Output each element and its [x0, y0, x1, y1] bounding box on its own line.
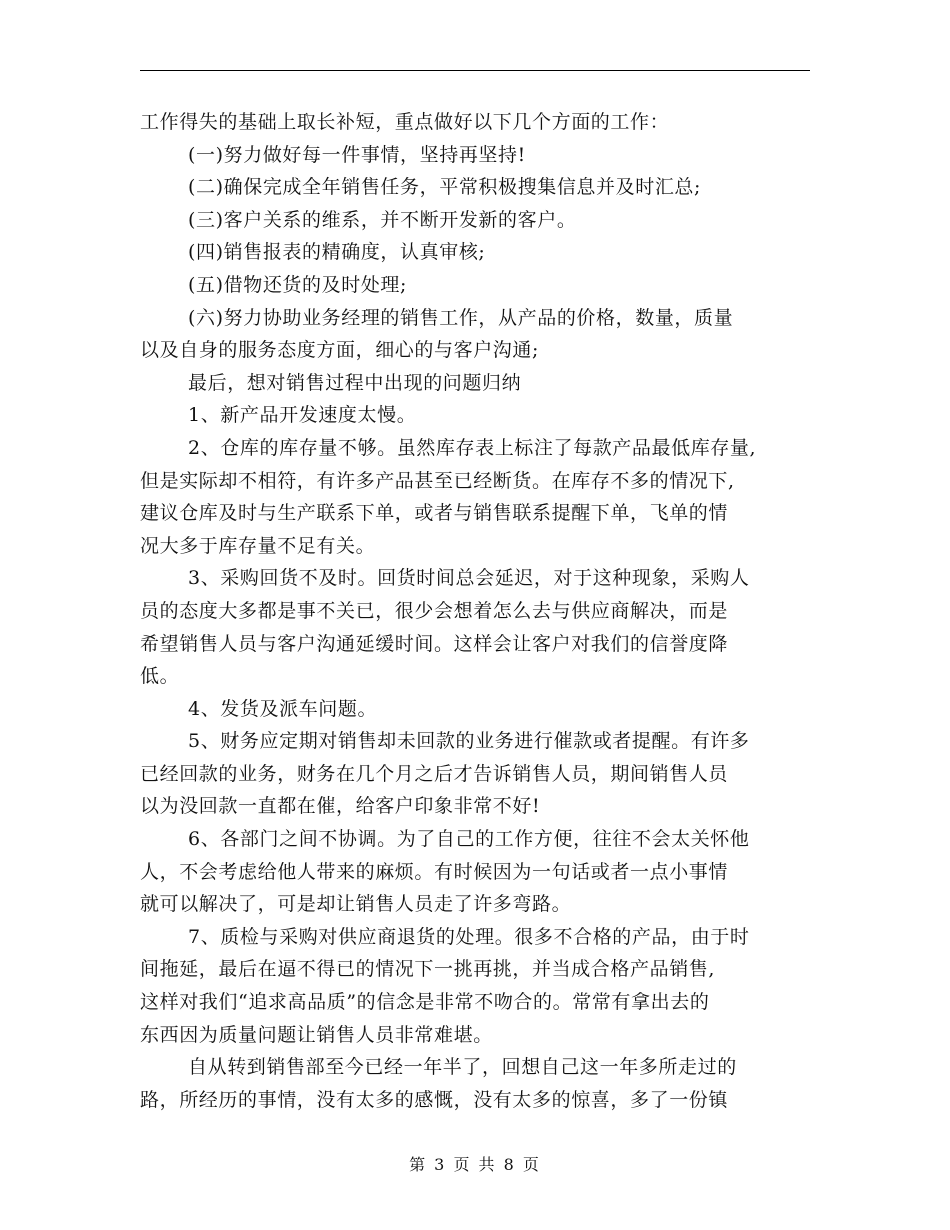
text-line: (六)努力协助业务经理的销售工作，从产品的价格，数量，质量 [188, 306, 734, 329]
text-line: 自从转到销售部至今已经一年半了，回想自己这一年多所走过的 [188, 1056, 737, 1079]
text-line: 3、采购回货不及时。回货时间总会延迟，对于这种现象，采购人 [188, 567, 750, 590]
text-line: 最后，想对销售过程中出现的问题归纳 [188, 371, 522, 394]
page-number-footer: 第 3 页 共 8 页 [409, 1155, 541, 1174]
text-line: 5、财务应定期对销售却未回款的业务进行催款或者提醒。有许多 [188, 730, 750, 753]
text-line: 况大多于库存量不足有关。 [140, 534, 376, 557]
text-line: 1、新产品开发速度太慢。 [188, 404, 417, 427]
text-line: 人，不会考虑给他人带来的麻烦。有时候因为一句话或者一点小事情 [140, 860, 729, 883]
text-line: 但是实际却不相符，有许多产品甚至已经断货。在库存不多的情况下, [140, 469, 735, 492]
header-rule [140, 70, 810, 71]
text-line: 7、质检与采购对供应商退货的处理。很多不合格的产品，由于时 [188, 925, 750, 948]
text-line: 低。 [140, 665, 180, 688]
text-line: 就可以解决了，可是却让销售人员走了许多弯路。 [140, 893, 572, 916]
text-line: 希望销售人员与客户沟通延缓时间。这样会让客户对我们的信誉度降 [140, 632, 729, 655]
text-line: (二)确保完成全年销售任务，平常积极搜集信息并及时汇总; [188, 176, 702, 199]
text-line: 2、仓库的库存量不够。虽然库存表上标注了每款产品最低库存量, [188, 436, 757, 459]
text-line: (一)努力做好每一件事情，坚持再坚持! [188, 143, 526, 166]
text-line: 以及自身的服务态度方面，细心的与客户沟通; [140, 339, 540, 362]
text-line: 建议仓库及时与生产联系下单，或者与销售联系提醒下单，飞单的情 [140, 502, 729, 525]
text-line: 已经回款的业务，财务在几个月之后才告诉销售人员，期间销售人员 [140, 762, 729, 785]
text-line: (四)销售报表的精确度，认真审核; [188, 241, 486, 264]
text-line: 员的态度大多都是事不关已，很少会想着怎么去与供应商解决，而是 [140, 599, 729, 622]
text-line: 路，所经历的事情，没有太多的感慨，没有太多的惊喜，多了一份镇 [140, 1088, 729, 1111]
text-line: 东西因为质量问题让销售人员非常难堪。 [140, 1023, 493, 1046]
text-line: (三)客户关系的维系，并不断开发新的客户。 [188, 208, 577, 231]
text-line: 工作得失的基础上取长补短，重点做好以下几个方面的工作： [140, 111, 670, 133]
body-text [140, 106, 820, 1116]
text-line: 6、各部门之间不协调。为了自己的工作方便，往往不会太关怀他 [188, 828, 750, 851]
text-line: 以为没回款一直都在催，给客户印象非常不好! [140, 795, 541, 818]
text-line: (五)借物还货的及时处理; [188, 273, 408, 296]
text-line: 4、发货及派车问题。 [188, 697, 378, 720]
text-line: 间拖延，最后在逼不得已的情况下一挑再挑，并当成合格产品销售, [140, 958, 716, 981]
text-line: 这样对我们“追求高品质”的信念是非常不吻合的。常常有拿出去的 [140, 991, 710, 1014]
